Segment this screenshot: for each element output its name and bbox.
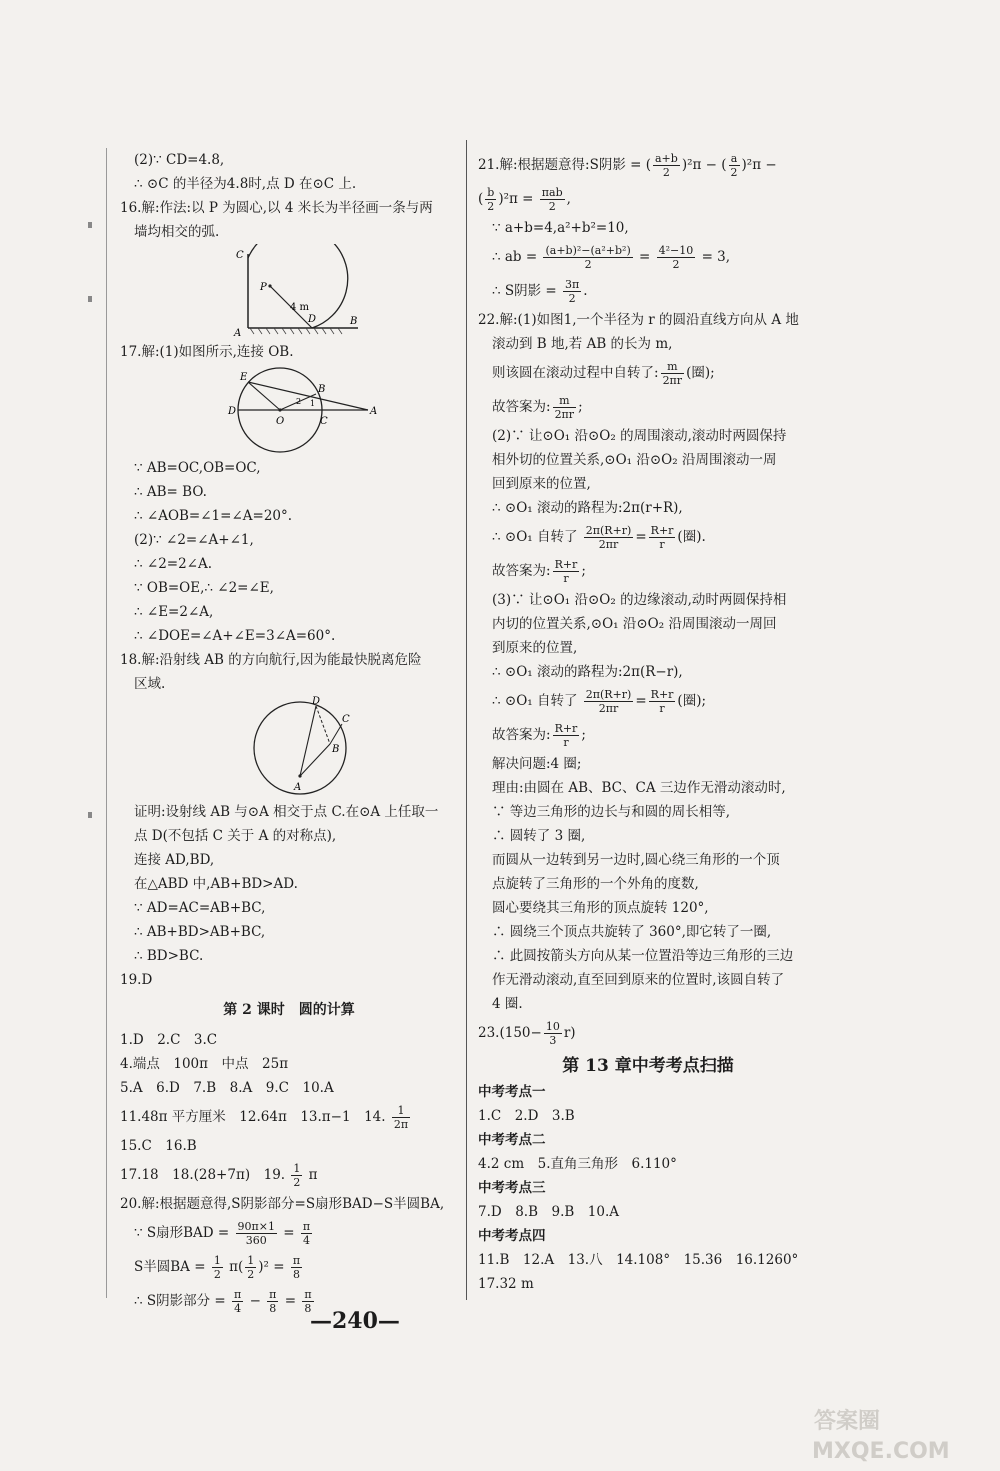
point-answer: 1.C 2.D 3.B	[478, 1108, 575, 1124]
text-line: 墙均相交的弧.	[134, 224, 220, 240]
point-title: 中考考点三	[478, 1180, 546, 1196]
left-column	[120, 148, 458, 1318]
answer-text: 17.18 18.(28+7π) 19.	[120, 1167, 286, 1183]
math-text: ∵ S扇形BAD =	[134, 1225, 230, 1241]
fig16-label: D	[308, 314, 317, 325]
math-text: −	[249, 1293, 261, 1309]
math-text: ∴ S阴影部分 =	[134, 1293, 226, 1309]
fig16-label: A	[234, 328, 242, 339]
math-text: ;	[578, 399, 583, 415]
numerator: (a+b)²−(a²+b²)	[545, 244, 631, 257]
numerator: 1	[293, 1162, 301, 1175]
fraction	[544, 1020, 562, 1047]
fraction	[553, 722, 580, 749]
text-line: 19.D	[120, 972, 153, 988]
numerator: 3π	[565, 278, 580, 291]
text-line: 证明:设射线 AB 与⊙A 相交于点 C.在⊙A 上任取一	[134, 804, 439, 820]
text-line: ∴ AB+BD>AB+BC,	[134, 924, 266, 940]
math-line	[478, 274, 818, 308]
fraction	[236, 1220, 277, 1247]
numerator: π	[302, 1220, 311, 1233]
denominator: 2	[584, 258, 592, 271]
math-text: (	[478, 191, 484, 207]
fig18-label: A	[294, 782, 302, 793]
text-line: 区域.	[134, 676, 166, 692]
text-line: ∵ AB=OC,OB=OC,	[134, 460, 261, 476]
math-text: ;	[581, 563, 586, 579]
numerator: π	[304, 1288, 312, 1301]
denominator: 4	[303, 1234, 310, 1247]
denominator: 2	[548, 200, 556, 213]
point-answer: 11.B 12.A 13.八 14.108° 15.36 16.1260°	[478, 1252, 799, 1268]
text-line: 相外切的位置关系,⊙O₁ 沿⊙O₂ 沿周围滚动一周	[492, 452, 777, 468]
text-line: (2)∵ 让⊙O₁ 沿⊙O₂ 的周围滚动,滚动时两圆保持	[492, 428, 787, 444]
text-line: ∴ ∠E=2∠A,	[134, 604, 214, 620]
fig17-label: B	[318, 384, 326, 395]
fig17-label: O	[276, 416, 285, 427]
margin-mark	[88, 222, 92, 228]
math-text: ,	[566, 191, 571, 207]
math-text: 故答案为:	[492, 399, 551, 415]
math-text: = 3,	[701, 249, 731, 265]
numerator: 2π(R+r)	[585, 688, 632, 701]
margin-mark	[88, 812, 92, 818]
numerator: b	[487, 186, 495, 199]
math-line	[120, 1250, 458, 1284]
math-text: 23.(150−	[478, 1025, 542, 1041]
denominator: r	[563, 736, 569, 749]
answer-text: π	[308, 1167, 318, 1183]
math-text: (圈);	[677, 693, 707, 709]
denominator: 8	[292, 1268, 300, 1281]
fraction	[291, 1162, 302, 1189]
fig17-label: D	[228, 406, 237, 417]
fraction	[729, 152, 740, 179]
math-text: =	[635, 693, 647, 709]
fig18-label: C	[342, 714, 350, 725]
numerator: 90π×1	[237, 1220, 275, 1233]
answer-line: 4.端点 100π 中点 25π	[120, 1056, 289, 1072]
figure-18	[120, 696, 458, 800]
denominator: 2	[487, 200, 495, 213]
text-line: ∵ a+b=4,a²+b²=10,	[492, 220, 629, 236]
point-answer: 17.32 m	[478, 1276, 534, 1292]
numerator: a+b	[654, 152, 678, 165]
fraction	[584, 524, 634, 551]
point-answer: 7.D 8.B 9.B 10.A	[478, 1204, 620, 1220]
fig18-label: B	[332, 744, 340, 755]
numerator: π	[292, 1254, 301, 1267]
math-text: )²π =	[498, 191, 534, 207]
math-line	[478, 1016, 818, 1050]
figure-17	[120, 364, 458, 456]
answer-line: 5.A 6.D 7.B 8.A 9.C 10.A	[120, 1080, 334, 1096]
numerator: π	[269, 1288, 277, 1301]
denominator: 2	[247, 1268, 255, 1281]
math-text: =	[283, 1225, 295, 1241]
numerator: 2π(R+r)	[585, 524, 632, 537]
left-margin-rule	[106, 148, 107, 1298]
fraction	[553, 558, 580, 585]
text-line: ∴ ∠2=2∠A.	[134, 556, 213, 572]
denominator: r	[563, 572, 569, 585]
math-line	[478, 684, 818, 718]
text-line: (2)∵ CD=4.8,	[134, 152, 225, 168]
math-line	[478, 718, 818, 752]
text-line: 内切的位置关系,⊙O₁ 沿⊙O₂ 沿周围滚动一周回	[492, 616, 777, 632]
text-line: ∵ AD=AC=AB+BC,	[134, 900, 266, 916]
text-line: ∴ 圆转了 3 圈,	[492, 828, 586, 844]
denominator: 8	[269, 1302, 277, 1315]
fraction	[485, 186, 496, 213]
text-line: 在△ABD 中,AB+BD>AD.	[134, 876, 298, 892]
text-line: ∴ AB= BO.	[134, 484, 207, 500]
fraction	[649, 688, 676, 715]
numerator: R+r	[554, 722, 578, 735]
fraction	[267, 1288, 278, 1315]
math-text: 则该圆在滚动过程中自转了:	[492, 365, 659, 381]
denominator: 360	[245, 1234, 267, 1247]
fig17-label: A	[370, 406, 378, 417]
denominator: 2πr	[662, 374, 683, 387]
text-line: 滚动到 B 地,若 AB 的长为 m,	[492, 336, 673, 352]
denominator: 2	[213, 1268, 221, 1281]
math-text: ∴ ⊙O₁ 自转了	[492, 693, 578, 709]
answer-line: 15.C 16.B	[120, 1138, 197, 1154]
numerator: 10	[545, 1020, 560, 1033]
text-line: ∴ ∠AOB=∠1=∠A=20°.	[134, 508, 293, 524]
fraction	[212, 1254, 223, 1281]
text-line: ∵ OB=OE,∴ ∠2=∠E,	[134, 580, 274, 596]
text-line: 作无滑动滚动,直至回到原来的位置时,该圆自转了	[492, 972, 785, 988]
text-line: 圆心要绕其三角形的顶点旋转 120°,	[492, 900, 709, 916]
math-line	[478, 240, 818, 274]
answer-text: 11.48π 平方厘米 12.64π 13.π−1 14.	[120, 1109, 386, 1125]
denominator: 2	[730, 166, 738, 179]
fraction	[301, 1220, 312, 1247]
answer-line	[120, 1158, 458, 1192]
watermark	[808, 1400, 984, 1464]
math-line	[478, 182, 818, 216]
math-line	[478, 356, 818, 390]
text-line: ∴ ∠DOE=∠A+∠E=3∠A=60°.	[134, 628, 336, 644]
fig17-label: 1	[310, 399, 316, 408]
section-title: 第 2 课时 圆的计算	[223, 1002, 355, 1018]
math-text: ∴ ab =	[492, 249, 538, 265]
math-text: .	[583, 283, 588, 299]
fraction	[232, 1288, 243, 1315]
text-line: 而圆从一边转到另一边时,圆心绕三角形的一个顶	[492, 852, 780, 868]
text-line: 点 D(不包括 C 关于 A 的对称点),	[134, 828, 337, 844]
fraction	[543, 244, 632, 271]
denominator: 2π	[393, 1118, 409, 1131]
text-line: ∴ 圆绕三个顶点共旋转了 360°,即它转了一圈,	[492, 924, 772, 940]
text-line: 20.解:根据题意得,S阴影部分=S扇形BAD−S半圆BA,	[120, 1196, 445, 1212]
text-line: ∴ 此圆按箭头方向从某一位置沿等边三角形的三边	[492, 948, 794, 964]
denominator: 2πr	[598, 702, 619, 715]
text-line: ∴ BD>BC.	[134, 948, 204, 964]
fraction	[563, 278, 581, 305]
text-line: (3)∵ 让⊙O₁ 沿⊙O₂ 的边缘滚动,动时两圆保持相	[492, 592, 787, 608]
denominator: 2	[568, 292, 576, 305]
denominator: 8	[304, 1302, 312, 1315]
fraction	[245, 1254, 256, 1281]
numerator: m	[553, 394, 577, 408]
math-text: (圈);	[686, 365, 715, 381]
fraction	[653, 152, 680, 179]
margin-mark	[88, 296, 92, 302]
answer-line: 1.D 2.C 3.C	[120, 1032, 218, 1048]
numerator: R+r	[650, 688, 674, 701]
watermark-en: MXQE.COM	[812, 1439, 950, 1464]
point-title: 中考考点二	[478, 1132, 546, 1148]
fraction	[584, 688, 634, 715]
numerator: 1	[392, 1104, 410, 1118]
math-text: π(	[229, 1259, 244, 1275]
math-line	[120, 1284, 458, 1318]
text-line: 到原来的位置,	[492, 640, 578, 656]
denominator: 2	[293, 1176, 301, 1189]
chapter-title: 第 13 章中考考点扫描	[562, 1056, 734, 1076]
text-line: ∴ ⊙O₁ 滚动的路程为:2π(r+R),	[492, 500, 683, 516]
fig17-label: E	[240, 372, 248, 383]
denominator: 4	[234, 1302, 242, 1315]
figure-16	[120, 244, 458, 340]
math-line	[478, 554, 818, 588]
math-line	[478, 148, 818, 182]
fig16-label: P	[260, 282, 267, 293]
math-text: r)	[563, 1025, 576, 1041]
math-line	[120, 1216, 458, 1250]
numerator: π	[234, 1288, 242, 1301]
fraction	[553, 394, 577, 421]
text-line: 18.解:沿射线 AB 的方向航行,因为能最快脱离危险	[120, 652, 422, 668]
fig16-label: 4 m	[290, 302, 310, 313]
numerator: R+r	[554, 558, 578, 571]
numerator: πab	[541, 186, 563, 199]
text-line: 17.解:(1)如图所示,连接 OB.	[120, 344, 294, 360]
math-text: 21.解:根据题意得:S阴影 = (	[478, 157, 651, 173]
math-text: =	[635, 529, 647, 545]
right-column	[478, 148, 818, 1296]
fraction	[661, 360, 685, 387]
fraction	[392, 1104, 410, 1131]
math-line	[478, 520, 818, 554]
math-text: =	[284, 1293, 297, 1309]
denominator: 2πr	[598, 538, 619, 551]
text-line: 4 圈.	[492, 996, 523, 1012]
text-line: ∴ ⊙O₁ 滚动的路程为:2π(R−r),	[492, 664, 683, 680]
math-text: 故答案为:	[492, 563, 551, 579]
fraction	[657, 244, 696, 271]
point-title: 中考考点四	[478, 1228, 546, 1244]
math-text: (圈).	[677, 529, 706, 545]
math-text: ∴ S阴影 =	[492, 283, 557, 299]
text-line: ∴ ⊙C 的半径为4.8时,点 D 在⊙C 上.	[134, 176, 357, 192]
fig16-label: C	[236, 250, 244, 261]
math-line	[478, 390, 818, 424]
denominator: 2	[662, 166, 670, 179]
denominator: 3	[549, 1034, 557, 1047]
text-line: 22.解:(1)如图1,一个半径为 r 的圆沿直线方向从 A 地	[478, 312, 799, 328]
numerator: a	[729, 152, 740, 166]
denominator: r	[659, 702, 665, 715]
denominator: r	[659, 538, 665, 551]
numerator: R+r	[650, 524, 674, 537]
numerator: 1	[247, 1254, 255, 1267]
math-text: )²π −	[741, 157, 777, 173]
watermark-cn: 答案圈	[814, 1409, 881, 1434]
point-title: 中考考点一	[478, 1084, 546, 1100]
text-line: 点旋转了三角形的一个外角的度数,	[492, 876, 699, 892]
fig16-label: B	[350, 316, 358, 327]
fig17-label: C	[320, 416, 328, 427]
text-line: 回到原来的位置,	[492, 476, 591, 492]
point-answer: 4.2 cm 5.直角三角形 6.110°	[478, 1156, 677, 1172]
numerator: m	[661, 360, 685, 374]
numerator: 4²−10	[658, 244, 694, 257]
column-divider	[466, 140, 467, 1300]
fig18-label: D	[312, 696, 321, 707]
math-text: 故答案为:	[492, 727, 551, 743]
page-number: —240—	[310, 1308, 400, 1334]
math-text: ∴ ⊙O₁ 自转了	[492, 529, 578, 545]
text-line: 连接 AD,BD,	[134, 852, 215, 868]
math-text: ;	[581, 727, 586, 743]
denominator: 2πr	[554, 408, 575, 421]
numerator: 1	[213, 1254, 221, 1267]
denominator: 2	[672, 258, 680, 271]
math-text: =	[639, 249, 651, 265]
text-line: 解决问题:4 圈;	[492, 756, 582, 772]
answer-line	[120, 1100, 458, 1134]
text-line: (2)∵ ∠2=∠A+∠1,	[134, 532, 254, 548]
text-line: 理由:由圆在 AB、BC、CA 三边作无滑动滚动时,	[492, 780, 786, 796]
fraction	[649, 524, 676, 551]
fraction	[291, 1254, 302, 1281]
text-line: 16.解:作法:以 P 为圆心,以 4 米长为半径画一条与两	[120, 200, 433, 216]
math-text: )² =	[258, 1259, 285, 1275]
fraction	[540, 186, 565, 213]
text-line: ∵ 等边三角形的边长与和圆的周长相等,	[492, 804, 731, 820]
math-text: )²π − (	[681, 157, 727, 173]
fig17-label: 2	[296, 397, 302, 406]
math-text: S半圆BA =	[134, 1259, 206, 1275]
